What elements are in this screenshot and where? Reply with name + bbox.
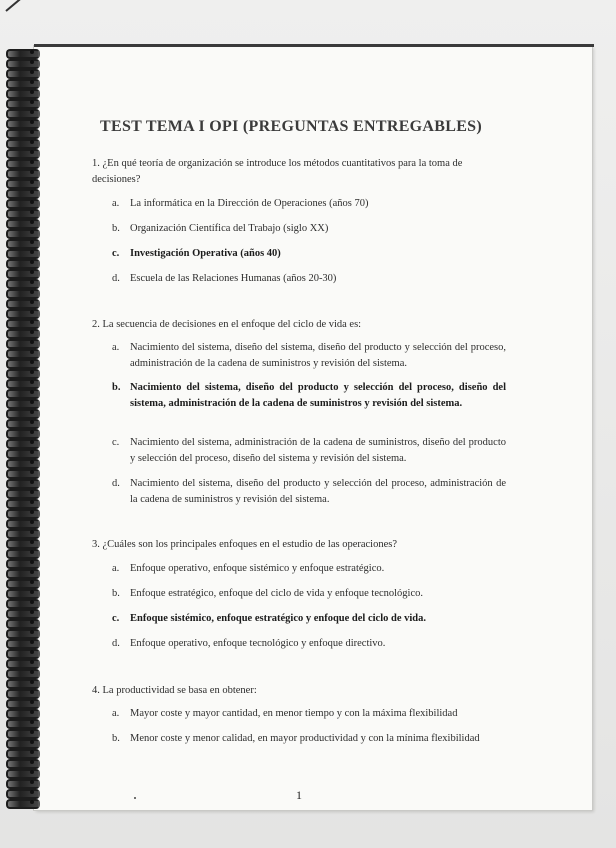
punch-hole [30, 90, 34, 94]
spiral-coil [4, 508, 40, 517]
punch-hole [30, 640, 34, 644]
spiral-coil [4, 758, 40, 767]
spiral-coil [4, 578, 40, 587]
punch-hole [30, 370, 34, 374]
punch-hole [30, 210, 34, 214]
spiral-coil [4, 498, 40, 507]
punch-hole [30, 200, 34, 204]
punch-hole [30, 400, 34, 404]
spiral-coil [4, 218, 40, 227]
question-1: 1. ¿En qué teoría de organización se introduce los métodos cuantitativos para la toma de decisiones? [92, 158, 463, 185]
punch-hole [30, 610, 34, 614]
punch-hole [30, 780, 34, 784]
spiral-coil [4, 718, 40, 727]
punch-hole [30, 620, 34, 624]
punch-hole [30, 470, 34, 474]
option-letter: b. [112, 382, 121, 393]
spiral-coil [4, 208, 40, 217]
punch-hole [30, 190, 34, 194]
option-text: Escuela de las Relaciones Humanas (años 20-30) [130, 273, 337, 284]
punch-hole [30, 330, 34, 334]
spiral-coil [4, 638, 40, 647]
punch-hole [30, 100, 34, 104]
spiral-coil [4, 458, 40, 467]
spiral-coil [4, 308, 40, 317]
option-text: Organización Científica del Trabajo (siglo XX) [130, 223, 329, 234]
option-text: Enfoque sistémico, enfoque estratégico y enfoque del ciclo de vida. [130, 613, 427, 624]
punch-hole [30, 80, 34, 84]
punch-hole [30, 600, 34, 604]
spiral-coil [4, 228, 40, 237]
coil-loop [6, 799, 40, 809]
punch-hole [30, 170, 34, 174]
punch-hole [30, 160, 34, 164]
punch-hole [30, 500, 34, 504]
spiral-coil [4, 488, 40, 497]
punch-hole [30, 50, 34, 54]
spiral-coil [4, 588, 40, 597]
spiral-coil [4, 348, 40, 357]
punch-hole [30, 110, 34, 114]
option-letter: a. [112, 708, 120, 719]
spiral-coil [4, 548, 40, 557]
punch-hole [30, 570, 34, 574]
spiral-coil [4, 468, 40, 477]
punch-hole [30, 710, 34, 714]
spiral-coil [4, 748, 40, 757]
spiral-coil [4, 388, 40, 397]
punch-hole [30, 730, 34, 734]
spiral-coil [4, 48, 40, 57]
punch-hole [30, 310, 34, 314]
punch-hole [30, 350, 34, 354]
spiral-coil [4, 408, 40, 417]
punch-hole [30, 380, 34, 384]
option-letter: c. [112, 613, 120, 624]
option-letter: d. [112, 478, 120, 489]
spiral-coil [4, 128, 40, 137]
spiral-coil [4, 428, 40, 437]
option-text: Enfoque operativo, enfoque tecnológico y enfoque directivo. [130, 638, 386, 649]
spiral-coil [4, 258, 40, 267]
option-letter: c. [112, 248, 120, 259]
punch-hole [30, 560, 34, 564]
spiral-coil [4, 78, 40, 87]
punch-hole [30, 270, 34, 274]
spiral-coil [4, 698, 40, 707]
spiral-coil [4, 628, 40, 637]
punch-hole [30, 520, 34, 524]
punch-hole [30, 140, 34, 144]
spiral-coil [4, 278, 40, 287]
punch-hole [30, 450, 34, 454]
spiral-coil [4, 358, 40, 367]
spiral-coil [4, 318, 40, 327]
spiral-coil [4, 138, 40, 147]
punch-hole [30, 180, 34, 184]
option-text: Nacimiento del sistema, diseño del producto y selección del proceso, diseño del sistema, administración de la cadena de suministros y revisión del sistema. [130, 382, 506, 409]
punch-hole [30, 340, 34, 344]
punch-hole [30, 60, 34, 64]
punch-hole [30, 320, 34, 324]
spiral-coil [4, 668, 40, 677]
page-top-edge [34, 44, 594, 47]
spiral-coil [4, 518, 40, 527]
punch-hole [30, 230, 34, 234]
spiral-coil [4, 688, 40, 697]
option-text: Enfoque operativo, enfoque sistémico y enfoque estratégico. [130, 563, 385, 574]
punch-hole [30, 420, 34, 424]
spiral-coil [4, 678, 40, 687]
option-letter: d. [112, 638, 120, 649]
spiral-coil [4, 728, 40, 737]
spiral-coil [4, 708, 40, 717]
spiral-coil [4, 88, 40, 97]
option-text: Enfoque estratégico, enfoque del ciclo de vida y enfoque tecnológico. [130, 588, 424, 599]
spiral-coil [4, 598, 40, 607]
option-text: Nacimiento del sistema, diseño del sistema, diseño del producto y selección del proceso, administración de la cadena de suministros y revisión del sistema. [130, 342, 506, 369]
punch-hole [30, 430, 34, 434]
spiral-coil [4, 448, 40, 457]
punch-hole [30, 770, 34, 774]
spiral-coil [4, 68, 40, 77]
spiral-coil [4, 558, 40, 567]
punch-hole [30, 740, 34, 744]
option-letter: a. [112, 563, 120, 574]
question-4: 4. La productividad se basa en obtener: [92, 685, 257, 696]
spiral-coil [4, 528, 40, 537]
punch-hole [30, 590, 34, 594]
spiral-coil [4, 198, 40, 207]
spiral-coil [4, 778, 40, 787]
option-text: Menor coste y menor calidad, en mayor productividad y con la mínima flexibilidad [130, 733, 480, 744]
punch-hole [30, 480, 34, 484]
spiral-coil [4, 248, 40, 257]
punch-hole [30, 540, 34, 544]
punch-hole [30, 250, 34, 254]
spiral-coil [4, 478, 40, 487]
punch-hole [30, 550, 34, 554]
punch-hole [30, 680, 34, 684]
punch-hole [30, 760, 34, 764]
option-letter: b. [112, 588, 120, 599]
spiral-coil [4, 788, 40, 797]
spiral-coil [4, 238, 40, 247]
spiral-binding [4, 48, 40, 808]
punch-hole [30, 150, 34, 154]
spiral-coil [4, 338, 40, 347]
spiral-coil [4, 368, 40, 377]
spiral-coil [4, 538, 40, 547]
spiral-coil [4, 188, 40, 197]
punch-hole [30, 750, 34, 754]
punch-hole [30, 790, 34, 794]
ink-dot [134, 797, 136, 799]
spiral-coil [4, 618, 40, 627]
option-letter: a. [112, 198, 120, 209]
option-text: Nacimiento del sistema, diseño del producto y selección del proceso, administración de la cadena de suministros y revisión del sistema. [130, 478, 506, 505]
spiral-coil [4, 158, 40, 167]
spiral-coil [4, 658, 40, 667]
spiral-coil [4, 798, 40, 807]
option-text: Mayor coste y mayor cantidad, en menor tiempo y con la máxima flexibilidad [130, 708, 458, 719]
spiral-coil [4, 168, 40, 177]
spiral-coil [4, 608, 40, 617]
spiral-coil [4, 328, 40, 337]
option-letter: b. [112, 733, 120, 744]
punch-hole [30, 280, 34, 284]
punch-hole [30, 220, 34, 224]
option-text: La informática en la Dirección de Operaciones (años 70) [130, 198, 369, 209]
spiral-coil [4, 118, 40, 127]
question-2: 2. La secuencia de decisiones en el enfoque del ciclo de vida es: [92, 319, 362, 330]
punch-hole [30, 460, 34, 464]
option-letter: d. [112, 273, 120, 284]
spiral-coil [4, 398, 40, 407]
spiral-coil [4, 378, 40, 387]
spiral-coil [4, 178, 40, 187]
page-number: 1 [296, 788, 302, 802]
option-text: Investigación Operativa (años 40) [130, 248, 281, 259]
punch-hole [30, 580, 34, 584]
punch-hole [30, 440, 34, 444]
punch-hole [30, 290, 34, 294]
punch-hole [30, 700, 34, 704]
punch-hole [30, 660, 34, 664]
option-letter: c. [112, 437, 120, 448]
spiral-coil [4, 108, 40, 117]
punch-hole [30, 70, 34, 74]
punch-hole [30, 720, 34, 724]
punch-hole [30, 120, 34, 124]
punch-hole [30, 530, 34, 534]
punch-hole [30, 300, 34, 304]
option-text: Nacimiento del sistema, administración de la cadena de suministros, diseño del producto y selección del proceso, diseño del sistema y revisión del sistema. [130, 437, 506, 464]
punch-hole [30, 800, 34, 804]
spiral-coil [4, 648, 40, 657]
punch-hole [30, 260, 34, 264]
spiral-coil [4, 738, 40, 747]
punch-hole [30, 490, 34, 494]
punch-hole [30, 130, 34, 134]
document-title: TEST TEMA I OPI (PREGUNTAS ENTREGABLES) [100, 118, 483, 135]
punch-hole [30, 240, 34, 244]
spiral-coil [4, 418, 40, 427]
punch-hole [30, 390, 34, 394]
option-letter: a. [112, 342, 120, 353]
spiral-coil [4, 298, 40, 307]
punch-hole [30, 690, 34, 694]
spiral-coil [4, 58, 40, 67]
punch-hole [30, 510, 34, 514]
spiral-coil [4, 768, 40, 777]
spiral-coil [4, 148, 40, 157]
spiral-coil [4, 268, 40, 277]
question-3: 3. ¿Cuáles son los principales enfoques en el estudio de las operaciones? [92, 539, 397, 550]
spiral-coil [4, 98, 40, 107]
punch-hole [30, 410, 34, 414]
punch-hole [30, 630, 34, 634]
punch-hole [30, 670, 34, 674]
punch-hole [30, 650, 34, 654]
spiral-coil [4, 288, 40, 297]
option-letter: b. [112, 223, 120, 234]
spiral-coil [4, 438, 40, 447]
punch-hole [30, 360, 34, 364]
spiral-coil [4, 568, 40, 577]
